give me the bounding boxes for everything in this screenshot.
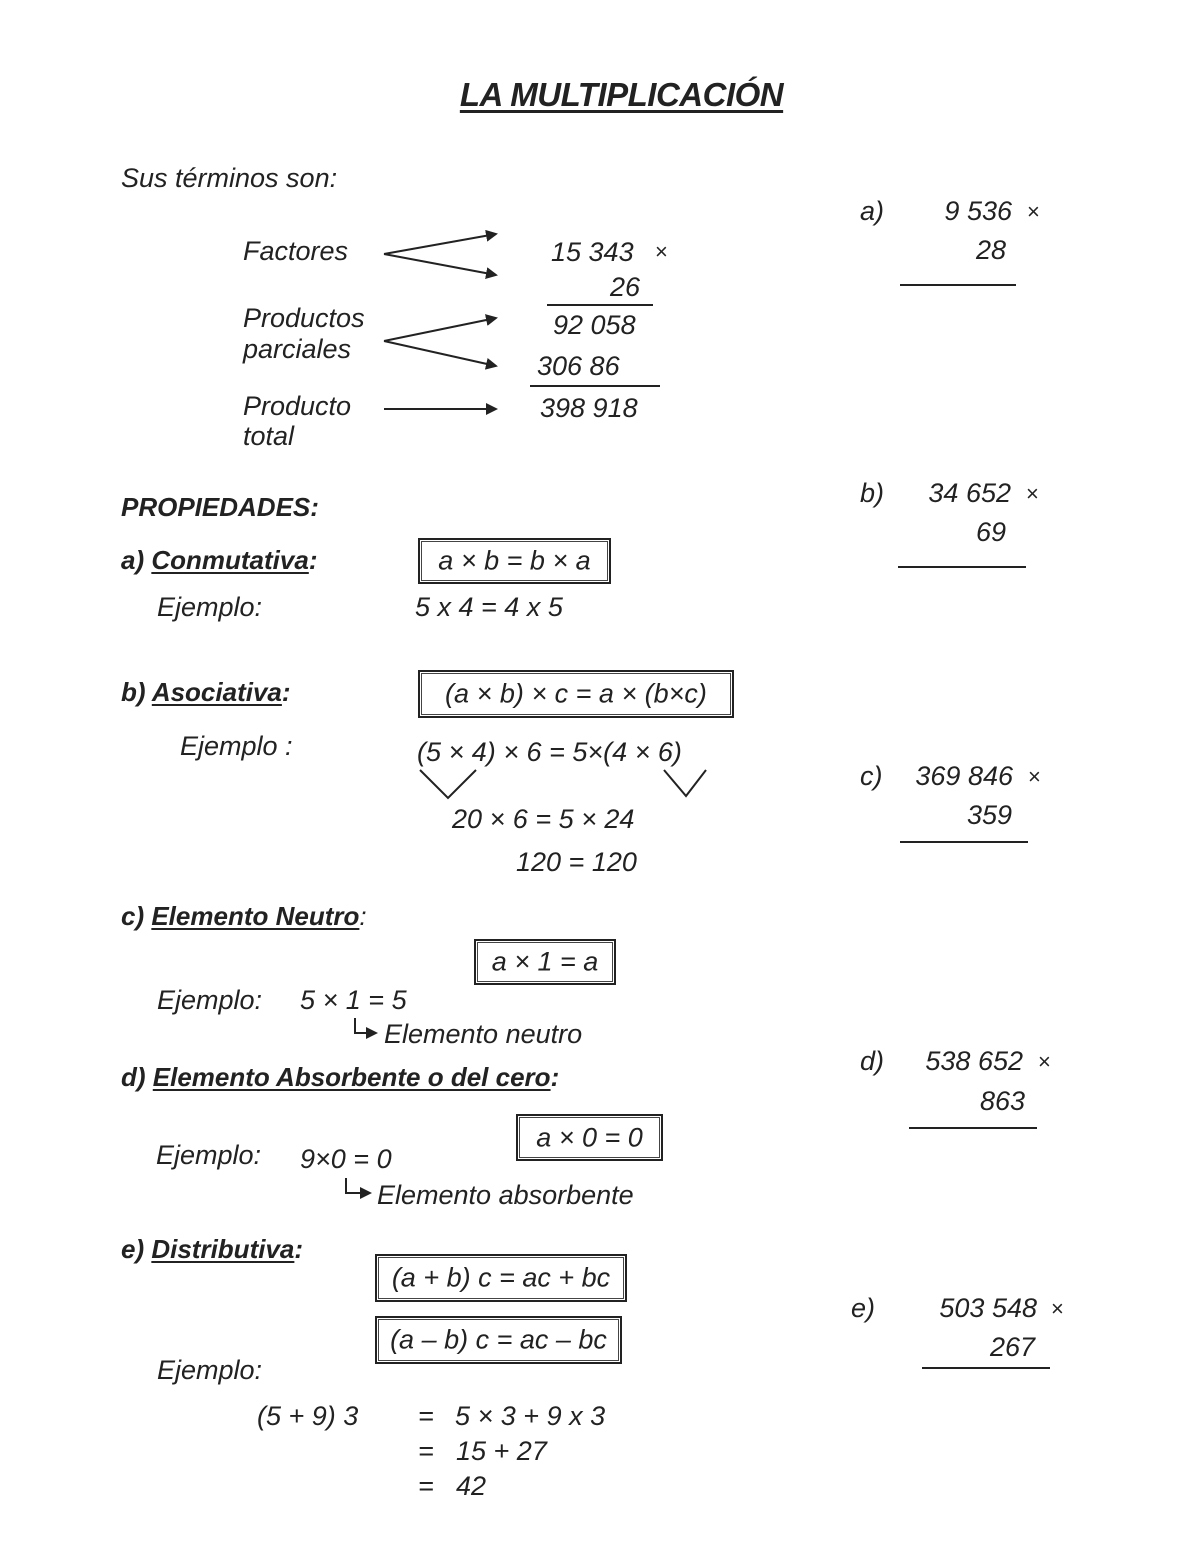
asociativa-formula: (a × b) × c = a × (b×c): [445, 678, 707, 709]
parciales-arrow-lower: [384, 341, 496, 366]
conmutativa-formula: a × b = b × a: [438, 545, 591, 576]
exercise-label: d): [860, 1046, 885, 1076]
asociativa-example-label: Ejemplo :: [180, 731, 293, 761]
propiedades-heading: PROPIEDADES:: [121, 492, 319, 522]
exercise-label: a): [860, 196, 885, 226]
terms-heading: Sus términos son:: [121, 163, 338, 193]
label-factores: Factores: [243, 236, 349, 266]
distributiva-eq-2: =: [418, 1436, 434, 1466]
total-product: 398 918: [540, 393, 638, 423]
exercise-top-number: 503 548: [939, 1293, 1037, 1323]
exercise-top-number: 369 846: [915, 761, 1013, 791]
neutro-example: 5 × 1 = 5: [300, 985, 407, 1015]
absorbente-note: Elemento absorbente: [377, 1180, 634, 1210]
distributiva-formula-box-2: [375, 1316, 622, 1364]
parciales-arrow-upper: [384, 318, 496, 341]
exercise-times-sign: ×: [1028, 764, 1041, 789]
exercise-top-number: 538 652: [925, 1046, 1023, 1076]
distributiva-step-1: 5 × 3 + 9 x 3: [455, 1401, 606, 1431]
asociativa-example-line3: 120 = 120: [516, 847, 637, 877]
neutro-formula: a × 1 = a: [491, 946, 599, 977]
distributiva-example-label: Ejemplo:: [157, 1355, 263, 1385]
label-productos-parciales-line2: parciales: [243, 334, 352, 364]
factores-arrow-upper: [384, 234, 496, 254]
distributiva-formula-box-1: [375, 1254, 627, 1302]
distributiva-step-2: 15 + 27: [456, 1436, 547, 1466]
page-title: LA MULTIPLICACIÓN: [459, 76, 784, 113]
exercise-answer-line: [900, 284, 1016, 286]
asociativa-formula-box: [418, 670, 734, 718]
associative-bracket-right: [664, 770, 706, 796]
absorbente-example: 9×0 = 0: [300, 1144, 392, 1174]
exercise-times-sign: ×: [1027, 199, 1040, 224]
distributiva-formula-1: (a + b) c = ac + bc: [391, 1262, 611, 1293]
absorbente-heading: d) Elemento Absorbente o del cero:: [121, 1062, 560, 1092]
neutro-example-label: Ejemplo:: [157, 985, 263, 1015]
conmutativa-example: 5 x 4 = 4 x 5: [415, 592, 563, 622]
absorbente-example-label: Ejemplo:: [156, 1140, 262, 1170]
label-producto-total-line1: Producto: [243, 391, 352, 421]
conmutativa-heading: a) Conmutativa:: [121, 545, 318, 575]
conmutativa-formula-box: [418, 538, 611, 584]
exercise-bottom-number: 863: [979, 1086, 1025, 1116]
factor-1: 15 343: [551, 237, 634, 267]
factores-arrow-lower: [384, 254, 496, 275]
distributiva-step-3: 42: [456, 1471, 487, 1501]
exercise-label: c): [860, 761, 883, 791]
neutro-heading: c) Elemento Neutro:: [121, 901, 367, 931]
distributiva-formula-2: (a – b) c = ac – bc: [390, 1324, 607, 1355]
exercise-bottom-number: 359: [966, 800, 1012, 830]
asociativa-example-line2: 20 × 6 = 5 × 24: [452, 804, 635, 834]
exercise-times-sign: ×: [1026, 481, 1039, 506]
exercise-bottom-number: 28: [975, 235, 1006, 265]
times-sign: ×: [655, 239, 668, 264]
exercise-times-sign: ×: [1038, 1049, 1051, 1074]
exercise-top-number: 9 536: [944, 196, 1012, 226]
neutro-note-connector: [355, 1018, 376, 1033]
exercise-label: e): [851, 1293, 876, 1323]
asociativa-heading: b) Asociativa:: [121, 677, 291, 707]
exercise-answer-line: [909, 1127, 1037, 1129]
associative-bracket-left: [420, 770, 476, 798]
exercise-times-sign: ×: [1051, 1296, 1064, 1321]
neutro-note: Elemento neutro: [384, 1019, 583, 1049]
exercise-answer-line: [922, 1367, 1050, 1369]
exercise-top-number: 34 652: [928, 478, 1011, 508]
exercise-bottom-number: 69: [975, 517, 1006, 547]
factor-2: 26: [609, 272, 640, 302]
exercise-bottom-number: 267: [989, 1332, 1035, 1362]
absorbente-note-connector: [346, 1178, 370, 1193]
exercise-label: b): [860, 478, 885, 508]
label-producto-total-line2: total: [243, 421, 295, 451]
absorbente-formula-box: [516, 1114, 663, 1161]
distributiva-heading: e) Distributiva:: [121, 1234, 304, 1264]
distributiva-eq-3: =: [418, 1471, 434, 1501]
conmutativa-example-label: Ejemplo:: [157, 592, 263, 622]
asociativa-example-line1: (5 × 4) × 6 = 5×(4 × 6): [417, 737, 682, 767]
neutro-formula-box: [474, 939, 616, 985]
label-productos-parciales-line1: Productos: [243, 303, 365, 333]
exercise-answer-line: [898, 566, 1026, 568]
distributiva-example-lhs: (5 + 9) 3: [257, 1401, 359, 1431]
partial-product-1: 92 058: [553, 310, 636, 340]
partial-product-2: 306 86: [537, 351, 620, 381]
exercise-answer-line: [900, 841, 1028, 843]
distributiva-eq-1: =: [418, 1401, 434, 1431]
absorbente-formula: a × 0 = 0: [536, 1122, 643, 1152]
